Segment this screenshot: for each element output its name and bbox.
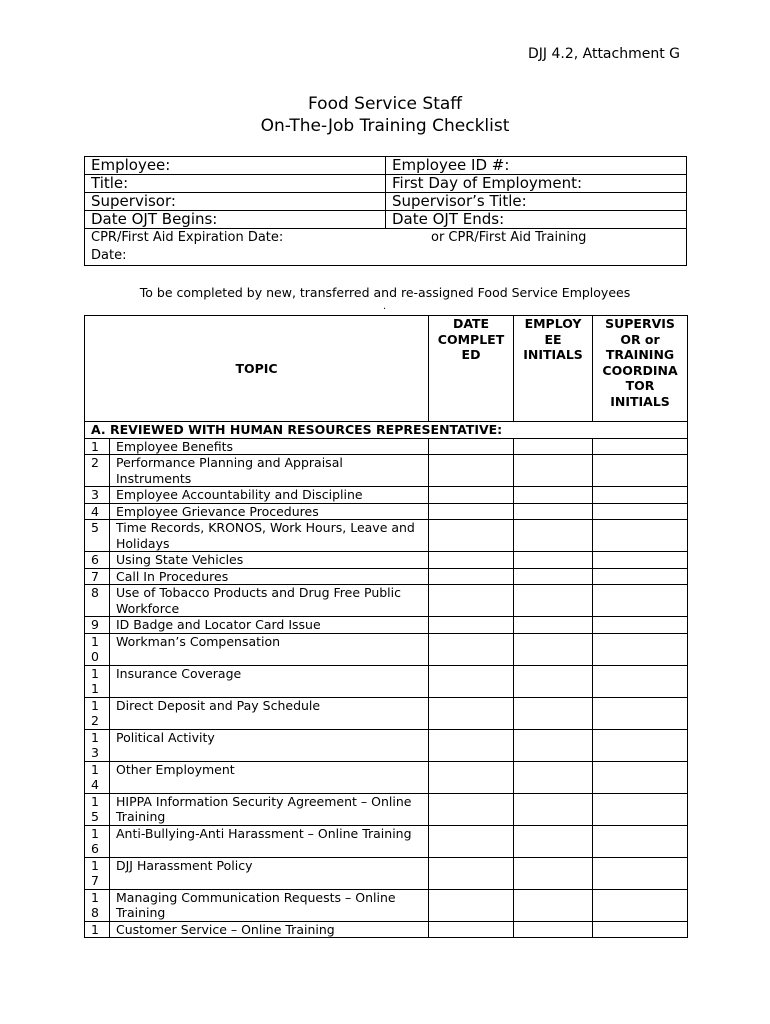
date-completed-cell[interactable]	[429, 438, 514, 455]
table-row	[85, 633, 688, 665]
table-row	[85, 729, 688, 761]
supervisor-initials-cell[interactable]	[593, 568, 688, 585]
row-topic: Workman’s Compensation	[110, 633, 429, 665]
supervisor-initials-cell[interactable]	[593, 729, 688, 761]
date-completed-cell[interactable]	[429, 503, 514, 520]
supervisor-initials-cell[interactable]	[593, 697, 688, 729]
employee-info-form	[84, 156, 687, 266]
date-completed-cell[interactable]	[429, 617, 514, 634]
row-topic: Employee Grievance Procedures	[110, 503, 429, 520]
date-completed-cell[interactable]	[429, 889, 514, 921]
first-day-field: First Day of Employment:	[386, 175, 687, 193]
employee-initials-cell[interactable]	[514, 633, 593, 665]
supervisor-title-field: Supervisor’s Title:	[386, 193, 687, 211]
employee-initials-cell[interactable]	[514, 825, 593, 857]
column-header-supervisor-initials: SUPERVIS OR or TRAINING COORDINA TOR INITIALS	[593, 316, 688, 422]
supervisor-initials-cell[interactable]	[593, 487, 688, 504]
cpr-field	[85, 229, 687, 266]
employee-initials-cell[interactable]	[514, 520, 593, 552]
supervisor-initials-cell[interactable]	[593, 455, 688, 487]
row-number: 1 5	[85, 793, 110, 825]
checklist-body	[85, 422, 688, 938]
employee-initials-cell[interactable]	[514, 552, 593, 569]
title-line-1: Food Service Staff	[308, 94, 462, 114]
table-row	[85, 487, 688, 504]
date-completed-cell[interactable]	[429, 761, 514, 793]
employee-initials-cell[interactable]	[514, 568, 593, 585]
row-topic: Anti-Bullying-Anti Harassment – Online Training	[110, 825, 429, 857]
row-number: 7	[85, 568, 110, 585]
attachment-label: DJJ 4.2, Attachment G	[527, 46, 680, 62]
ojt-ends-field: Date OJT Ends:	[386, 211, 687, 229]
table-row	[85, 568, 688, 585]
supervisor-initials-cell[interactable]	[593, 793, 688, 825]
date-completed-cell[interactable]	[429, 520, 514, 552]
supervisor-initials-cell[interactable]	[593, 889, 688, 921]
row-number: 1 2	[85, 697, 110, 729]
supervisor-initials-cell[interactable]	[593, 585, 688, 617]
row-number: 1 7	[85, 857, 110, 889]
date-completed-cell[interactable]	[429, 665, 514, 697]
table-row	[85, 889, 688, 921]
table-row	[85, 921, 688, 938]
row-number: 4	[85, 503, 110, 520]
row-topic: Call In Procedures	[110, 568, 429, 585]
employee-initials-cell[interactable]	[514, 697, 593, 729]
supervisor-initials-cell[interactable]	[593, 665, 688, 697]
training-checklist-table	[84, 315, 688, 938]
row-number: 1 4	[85, 761, 110, 793]
employee-initials-cell[interactable]	[514, 438, 593, 455]
row-number: 1 8	[85, 889, 110, 921]
date-completed-cell[interactable]	[429, 568, 514, 585]
table-row	[85, 585, 688, 617]
row-number: 9	[85, 617, 110, 634]
employee-initials-cell[interactable]	[514, 857, 593, 889]
row-topic: Customer Service – Online Training	[110, 921, 429, 938]
table-row	[85, 438, 688, 455]
date-completed-cell[interactable]	[429, 729, 514, 761]
ojt-begins-field: Date OJT Begins:	[85, 211, 386, 229]
row-topic: Managing Communication Requests – Online Training	[110, 889, 429, 921]
row-topic: Performance Planning and Appraisal Instruments	[110, 455, 429, 487]
date-completed-cell[interactable]	[429, 585, 514, 617]
supervisor-initials-cell[interactable]	[593, 857, 688, 889]
row-topic: HIPPA Information Security Agreement – Online Training	[110, 793, 429, 825]
table-row	[85, 825, 688, 857]
table-row	[85, 552, 688, 569]
date-completed-cell[interactable]	[429, 825, 514, 857]
row-topic: Employee Accountability and Discipline	[110, 487, 429, 504]
row-number: 6	[85, 552, 110, 569]
cpr-training-label: or CPR/First Aid Training	[431, 230, 587, 245]
date-completed-cell[interactable]	[429, 857, 514, 889]
column-header-employee-initials: EMPLOY EE INITIALS	[514, 316, 593, 422]
row-topic: Insurance Coverage	[110, 665, 429, 697]
date-completed-cell[interactable]	[429, 552, 514, 569]
row-number: 8	[85, 585, 110, 617]
employee-field: Employee:	[85, 157, 386, 175]
date-completed-cell[interactable]	[429, 487, 514, 504]
row-number: 1 3	[85, 729, 110, 761]
date-completed-cell[interactable]	[429, 697, 514, 729]
employee-initials-cell[interactable]	[514, 617, 593, 634]
row-topic: Use of Tobacco Products and Drug Free Public Workforce	[110, 585, 429, 617]
row-number: 1	[85, 438, 110, 455]
table-row	[85, 665, 688, 697]
table-row	[85, 617, 688, 634]
supervisor-initials-cell[interactable]	[593, 552, 688, 569]
table-row	[85, 857, 688, 889]
instruction-note: To be completed by new, transferred and re-assigned Food Service Employees	[139, 285, 631, 300]
table-row	[85, 761, 688, 793]
title-field: Title:	[85, 175, 386, 193]
employee-initials-cell[interactable]	[514, 729, 593, 761]
document-title	[0, 93, 770, 137]
employee-initials-cell[interactable]	[514, 889, 593, 921]
table-row	[85, 793, 688, 825]
employee-initials-cell[interactable]	[514, 585, 593, 617]
employee-initials-cell[interactable]	[514, 793, 593, 825]
row-number: 1 6	[85, 825, 110, 857]
column-header-date-completed: DATE COMPLET ED	[429, 316, 514, 422]
supervisor-initials-cell[interactable]	[593, 503, 688, 520]
supervisor-initials-cell[interactable]	[593, 825, 688, 857]
supervisor-initials-cell[interactable]	[593, 633, 688, 665]
row-topic: ID Badge and Locator Card Issue	[110, 617, 429, 634]
table-row	[85, 697, 688, 729]
date-completed-cell[interactable]	[429, 455, 514, 487]
row-topic: Direct Deposit and Pay Schedule	[110, 697, 429, 729]
row-number: 5	[85, 520, 110, 552]
employee-initials-cell[interactable]	[514, 921, 593, 938]
employee-initials-cell[interactable]	[514, 665, 593, 697]
date-completed-cell[interactable]	[429, 793, 514, 825]
row-number: 3	[85, 487, 110, 504]
instruction-note-dot: .	[383, 301, 387, 312]
employee-initials-cell[interactable]	[514, 455, 593, 487]
supervisor-field: Supervisor:	[85, 193, 386, 211]
cpr-expiration-label: CPR/First Aid Expiration Date:	[91, 230, 284, 245]
cpr-date-label: Date:	[91, 248, 127, 263]
employee-initials-cell[interactable]	[514, 761, 593, 793]
supervisor-initials-cell[interactable]	[593, 438, 688, 455]
row-topic: DJJ Harassment Policy	[110, 857, 429, 889]
supervisor-initials-cell[interactable]	[593, 761, 688, 793]
section-header-a: A. REVIEWED WITH HUMAN RESOURCES REPRESENTATIVE:	[85, 422, 688, 439]
row-topic: Other Employment	[110, 761, 429, 793]
row-number: 2	[85, 455, 110, 487]
date-completed-cell[interactable]	[429, 921, 514, 938]
row-number: 1 0	[85, 633, 110, 665]
supervisor-initials-cell[interactable]	[593, 617, 688, 634]
row-topic: Using State Vehicles	[110, 552, 429, 569]
supervisor-initials-cell[interactable]	[593, 520, 688, 552]
row-topic: Time Records, KRONOS, Work Hours, Leave and Holidays	[110, 520, 429, 552]
title-line-2: On-The-Job Training Checklist	[260, 116, 510, 136]
row-number: 1 1	[85, 665, 110, 697]
table-row	[85, 455, 688, 487]
employee-id-field: Employee ID #:	[386, 157, 687, 175]
employee-initials-cell[interactable]	[514, 503, 593, 520]
table-row	[85, 503, 688, 520]
column-header-topic: TOPIC	[85, 316, 429, 422]
row-topic: Employee Benefits	[110, 438, 429, 455]
row-number: 1	[85, 921, 110, 938]
employee-initials-cell[interactable]	[514, 487, 593, 504]
table-row	[85, 520, 688, 552]
date-completed-cell[interactable]	[429, 633, 514, 665]
row-topic: Political Activity	[110, 729, 429, 761]
supervisor-initials-cell[interactable]	[593, 921, 688, 938]
